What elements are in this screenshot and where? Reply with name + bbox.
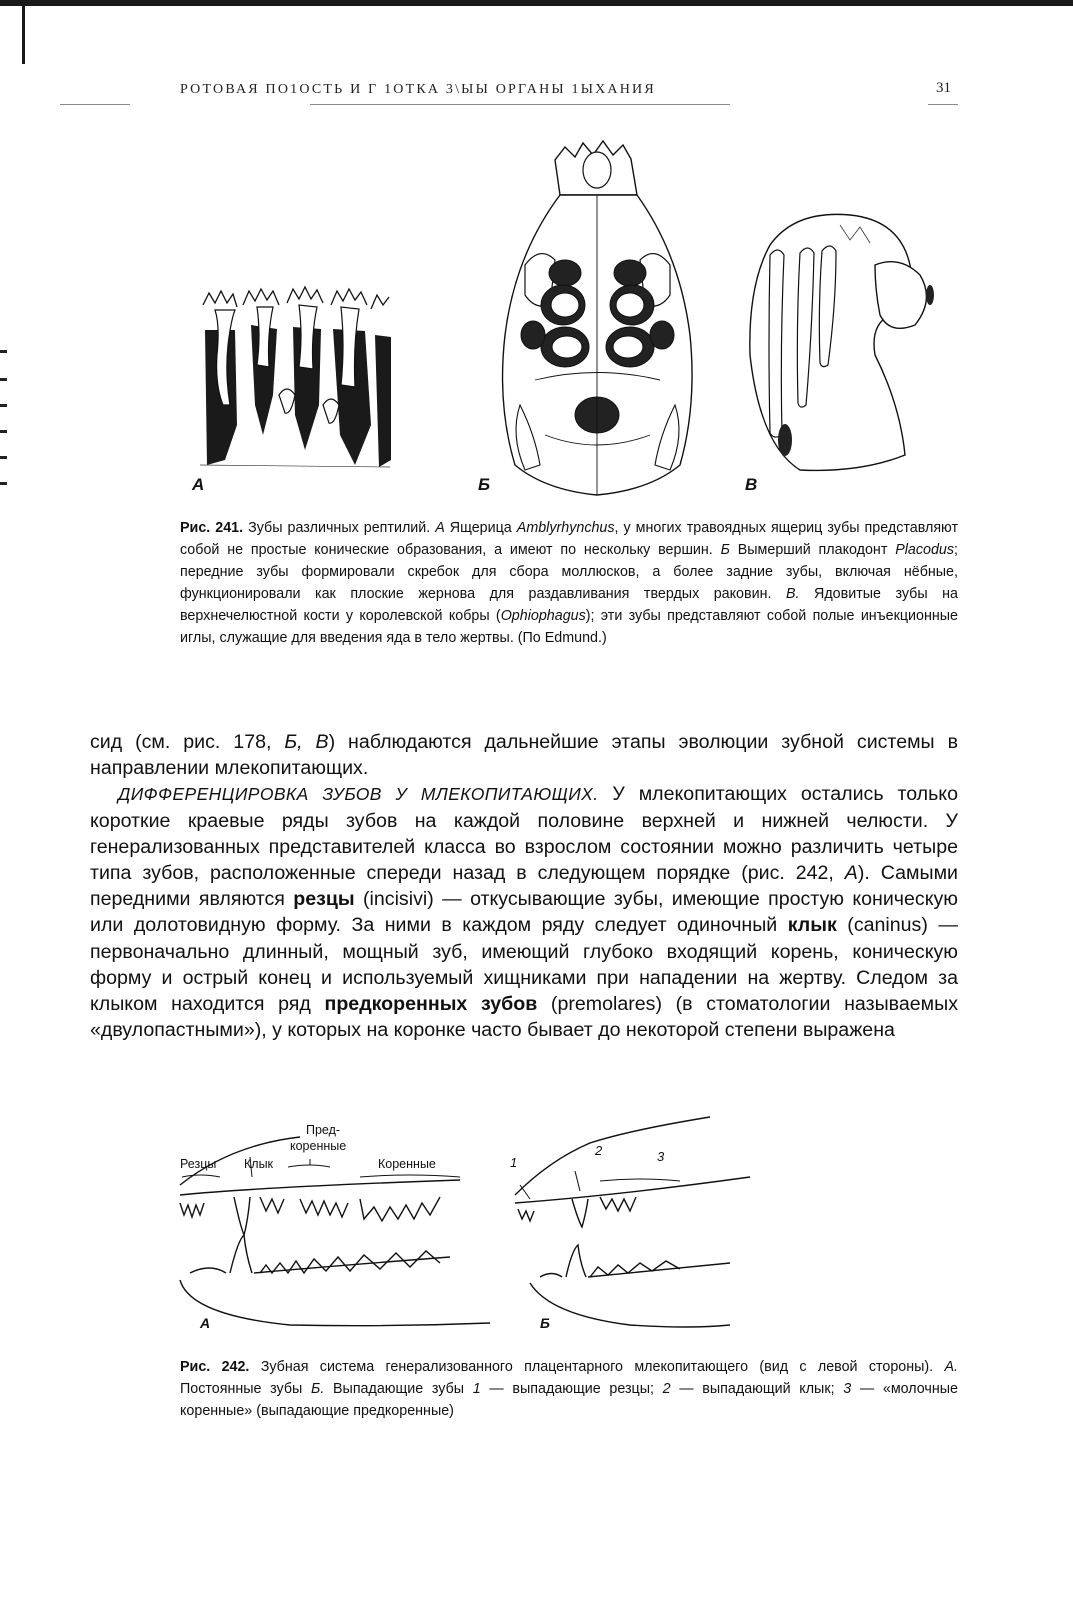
- paragraph-1: [90, 729, 958, 781]
- figure-241-caption: [180, 517, 958, 649]
- p2-text-f: (premolares) (в стоматологии называемых «двулопастными»), у которых на коронке часто бывает до некоторой степени выражена: [90, 993, 959, 1042]
- figure-242: [170, 1115, 970, 1345]
- p1-text-c: ) наблюдаются дальнейшие этапы эволюции зубной системы в направлении млекопитающих.: [90, 731, 958, 780]
- left-margin-mark: [22, 6, 25, 64]
- section-heading: ДИФФЕРЕНЦИРОВКА ЗУБОВ У МЛЕКОПИТАЮЩИХ.: [118, 784, 599, 805]
- page-number: 31: [936, 80, 951, 96]
- caption-241-c-genus: Ophiophagus: [500, 608, 586, 624]
- head-rule-right: [928, 104, 958, 105]
- p2-text-e: (caninus) — первоначально длинный, мощный зуб, имеющий глубоко входящий корень, коническую форму и острый конец и используемый хищниками при нападении на жертву. Следом за клыком находится ряд: [90, 914, 958, 1016]
- caption-241-b-letter: Б: [720, 542, 730, 558]
- figure-241-panel-c-letter: В: [745, 475, 758, 494]
- figure-241-panel-a-letter: А: [192, 475, 205, 494]
- caption-241-a-genus: Amblyrhynchus: [516, 520, 615, 536]
- head-rule-left: [60, 104, 130, 105]
- caption-241-c-text-2: ); эти зубы представляют собой полые инъекционные иглы, служащие для введения яда в тело жертвы. (По Edmund.): [180, 608, 958, 646]
- term-premolars: предкоренных зубов: [324, 993, 538, 1016]
- caption-242-text-4: — выпадающие резцы;: [480, 1381, 663, 1397]
- label-number-1: 1: [510, 1155, 518, 1170]
- caption-242-b-letter: Б.: [311, 1381, 325, 1397]
- caption-241-label: Рис. 241.: [180, 520, 244, 536]
- caption-242-text-2: Постоянные зубы: [180, 1381, 312, 1397]
- p2-figure-ref: А: [844, 862, 858, 885]
- caption-242-a-letter: А.: [944, 1359, 958, 1375]
- head-rule-center: [310, 104, 730, 105]
- caption-242-text-5: — выпадающий клык;: [670, 1381, 844, 1397]
- caption-242-number-1: 1: [472, 1381, 481, 1397]
- label-incisors: Резцы: [180, 1157, 217, 1171]
- top-border-rule: [0, 0, 1073, 6]
- label-molars: Коренные: [378, 1157, 436, 1171]
- label-number-2: 2: [595, 1143, 603, 1158]
- caption-242-number-2: 2: [662, 1381, 671, 1397]
- caption-242-text-3: Выпадающие зубы: [324, 1381, 473, 1397]
- running-head: РОТОВАЯ ПО1ОСТЬ И Г 1ОТКА 3\ЫЫ ОРГАНЫ 1ЫХАНИЯ: [180, 82, 656, 97]
- caption-242-text-6: — «молочные коренные» (выпадающие предкоренные): [180, 1381, 959, 1419]
- caption-241-a-letter: А: [435, 520, 445, 536]
- caption-241-c-letter: В.: [785, 586, 800, 602]
- margin-ticks: [0, 350, 8, 490]
- figure-242-panel-b-letter: Б: [540, 1315, 550, 1331]
- caption-242-label: Рис. 242.: [180, 1359, 250, 1375]
- term-incisors: резцы: [293, 888, 355, 911]
- p2-text-a: У млекопитающих остались только короткие краевые ряды зубов на каждой половине верхней и нижней челюсти. У генерализованных представителей класса во взрослом состоянии можно различить четыре типа зубов, расположенные спереди назад в следующем порядке (рис. 242,: [90, 783, 958, 885]
- figure-241: [180, 135, 980, 505]
- term-canine: клык: [787, 914, 837, 937]
- caption-241-b-text-1: Вымерший плакодонт: [729, 542, 896, 558]
- caption-241-title: Зубы различных рептилий.: [243, 520, 436, 536]
- figure-242-panel-a-letter: А: [200, 1315, 211, 1331]
- body-text: [90, 729, 958, 1043]
- placodus-skull-drawing: [485, 135, 710, 500]
- label-premolars-line-1: Пред-: [306, 1123, 341, 1137]
- p1-figure-ref: Б, В: [284, 731, 329, 753]
- paragraph-2: [90, 781, 958, 1043]
- figure-242-caption: [180, 1356, 958, 1422]
- caption-242-text-1: Зубная система генерализованного плацентарного млекопитающего (вид с левой стороны).: [249, 1359, 945, 1375]
- caption-241-b-text-2: ; передние зубы формировали скребок для сбора моллюсков, а более задние зубы, включая нёбные, функционировали как плоские жернова для раздавливания твердых раковин.: [180, 542, 958, 602]
- figure-241-panel-b-letter: Б: [478, 475, 491, 494]
- lizard-teeth-drawing: [195, 285, 395, 475]
- p2-text-d: (incisivi) — откусывающие зубы, имеющие простую коническую или долотовидную форму. За ними в каждом ряду следует одиночный: [90, 888, 958, 937]
- caption-242-number-3: 3: [843, 1381, 852, 1397]
- label-number-3: 3: [657, 1149, 665, 1164]
- cobra-fang-drawing: [740, 205, 940, 485]
- label-premolars-line-2: коренные: [290, 1139, 347, 1153]
- p1-text-a: сид (см. рис. 178,: [90, 731, 285, 753]
- caption-241-c-text-1: Ядовитые зубы на верхнечелюстной кости у королевской кобры (: [180, 586, 959, 624]
- p2-text-c: ). Самыми передними являются: [90, 862, 958, 911]
- caption-241-b-genus: Placodus: [895, 542, 955, 558]
- caption-241-a-text-1: Ящерица: [444, 520, 517, 536]
- label-canine: Клык: [244, 1157, 274, 1171]
- caption-241-a-text-2: , у многих травоядных ящериц зубы представляют собой не простые конические образования, а имеют по нескольку вершин.: [180, 520, 959, 558]
